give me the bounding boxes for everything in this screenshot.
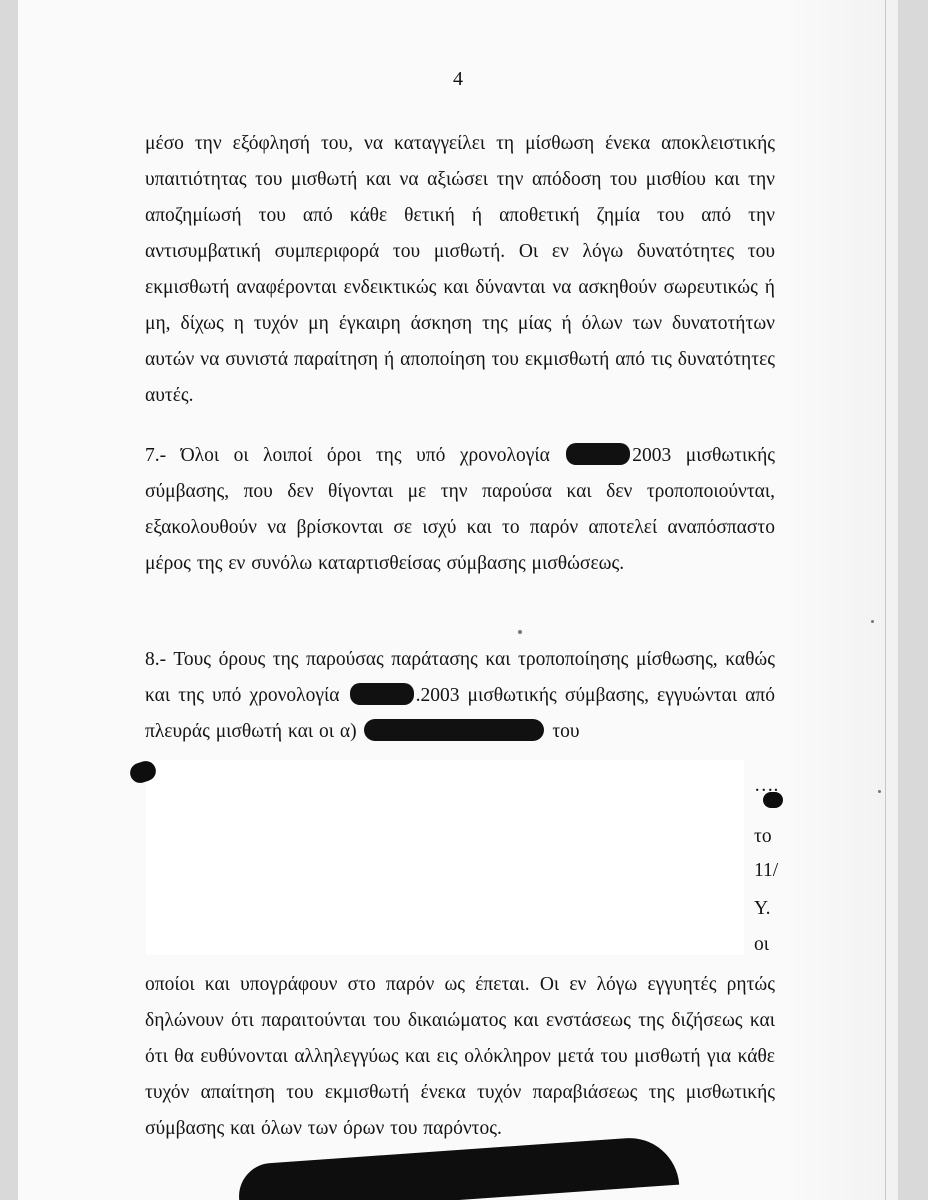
scan-speck — [878, 790, 881, 793]
paragraph-7-other-terms — [145, 438, 775, 582]
paragraph-8-text-1: 8.- Τους όρους της παρούσας παράτασης και τροποποίησης μίσθωσης, καθώς και της υπό χρονολογία — [145, 649, 775, 706]
page-shadow — [788, 0, 898, 1200]
document-page — [18, 0, 898, 1200]
margin-fragment: οι — [754, 934, 769, 955]
margin-fragment: 11/ — [754, 860, 779, 881]
redaction-mark — [566, 443, 630, 465]
page-edge-line — [885, 0, 886, 1200]
margin-fragment: Υ. — [754, 898, 771, 919]
paragraph-7-text-end: 2003 μισθωτικής σύμβασης, που δεν θίγονται με την παρούσα και δεν τροποποιούνται, εξακολουθούν να βρίσκονται σε ισχύ και το παρόν αποτελεί αναπόσπαστο μέρος της εν συνόλω καταρτισθείσας σύμβασης μισθώσεως. — [145, 445, 775, 574]
scan-speck — [871, 620, 874, 623]
margin-fragment: το — [754, 826, 772, 847]
paragraph-7-text-start: 7.- Όλοι οι λοιποί όροι της υπό χρονολογία — [145, 445, 550, 466]
redaction-mark — [364, 719, 544, 741]
paragraph-guarantor-waiver: οποίοι και υπογράφουν στο παρόν ως έπεται. Οι εν λόγω εγγυητές ρητώς δηλώνουν ότι παραιτούνται του δικαιώματος και ενστάσεως της διζήσεως και ότι θα ευθύνονται αλληλεγγύως και εις ολόκληρον μετά του μισθωτή για κάθε τυχόν απαίτηση του εκμισθωτή ένεκα τυχόν παραβιάσεως της μισθωτικής σύμβασης και όλων των όρων του παρόντος. — [145, 974, 775, 1139]
redacted-guarantor-details — [146, 760, 744, 955]
page-number: 4 — [453, 68, 463, 90]
paragraph-8-text-3: του — [552, 721, 580, 742]
paragraph-8-text-2: .2003 μισθωτικής σύμβασης, εγγυώνται από πλευράς μισθωτή και οι α) — [145, 685, 775, 742]
redaction-mark — [350, 683, 414, 705]
scan-speck — [518, 630, 522, 634]
paragraph-termination-rights: μέσο την εξόφλησή του, να καταγγείλει τη μίσθωση ένεκα αποκλειστικής υπαιτιότητας του μισθωτή και να αξιώσει την απόδοση του μισθίου και την αποζημίωσή του από κάθε θετική ή αποθετική ζημία του από την αντισυμβατική συμπεριφορά του μισθωτή. Οι εν λόγω δυνατότητες του εκμισθωτή αναφέρονται ενδεικτικώς και δύνανται να ασκηθούν σωρευτικώς ή μη, δίχως η τυχόν μη έγκαιρη άσκηση της μίας ή όλων των δυνατοτήτων αυτών να συνιστά παραίτηση ή αποποίηση του εκμισθωτή από τις δυνατότητες αυτές. — [145, 133, 775, 406]
margin-fragment: …. — [754, 775, 779, 796]
paragraph-8-guarantors — [145, 642, 775, 750]
